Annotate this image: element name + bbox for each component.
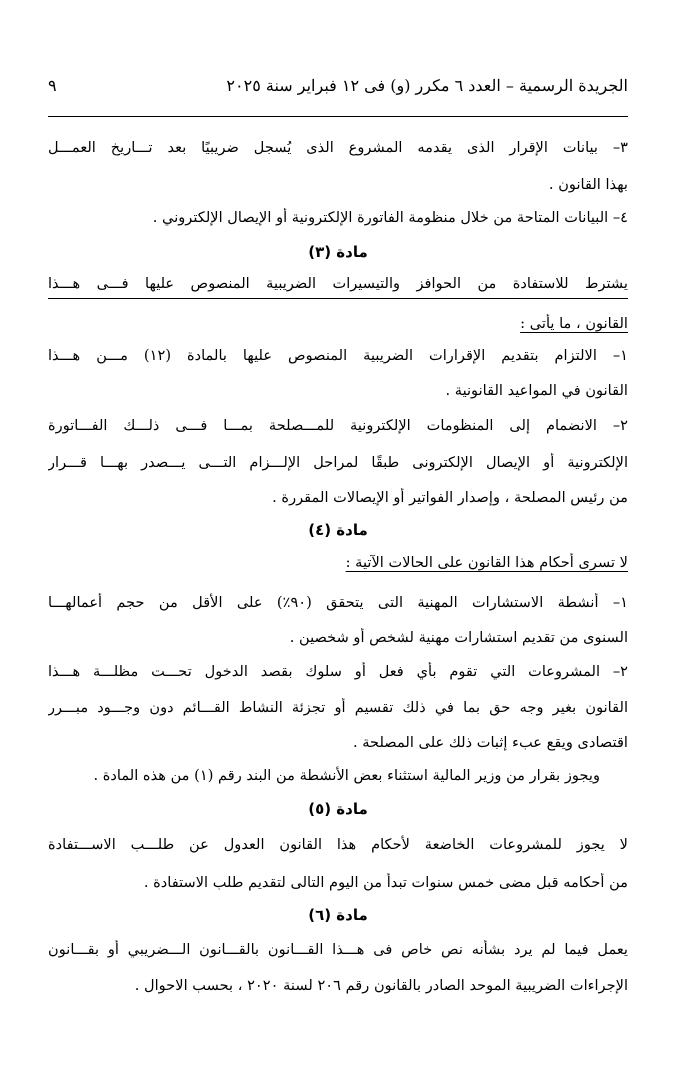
text-line: الإجراءات الضريبية الموحد الصادر بالقانون رقم ٢٠٦ لسنة ٢٠٢٠ ، بحسب الاحوال . [134,977,628,994]
page-header [48,76,628,106]
header-rule [48,116,628,117]
article-heading: مادة (٤) [308,521,368,539]
text-line: يشترط للاستفادة من الحوافز والتيسيرات الضريبية المنصوص عليها فـــى هـــذا [48,274,628,299]
text-line: يعمل فيما لم يرد بشأنه نص خاص فى هـــذا القـــانون بالقـــانون الـــضريبي أو بقـــانون [48,941,628,958]
text-line: ٢– المشروعات التي تقوم بأي فعل أو سلوك بقصد الدخول تحـــت مظلـــة هـــذا [48,663,628,680]
page-number: ٩ [48,76,57,95]
text-line: ١– أنشطة الاستشارات المهنية التى يتحقق (٩٠٪) على الأقل من حجم أعمالهـــا [48,594,628,611]
text-line: ٢– الانضمام إلى المنظومات الإلكترونية للمـــصلحة بمـــا فـــى ذلـــك الفـــاتورة [48,417,628,434]
text-line: ١– الالتزام بتقديم الإقرارات الضريبية المنصوص عليها بالمادة (١٢) مـــن هـــذا [48,347,628,364]
underlined-text: لا تسرى أحكام هذا القانون على الحالات الآتية : [345,554,628,571]
text-line: من رئيس المصلحة ، وإصدار الفواتير أو الإيصالات المقررة . [272,489,628,506]
text-line: القانون في المواعيد القانونية . [445,382,628,399]
text-line: من أحكامه قبل مضى خمس سنوات تبدأ من اليوم التالى لتقديم طلب الاستفادة . [143,874,628,891]
article-heading: مادة (٥) [308,800,368,818]
text-line [48,553,628,573]
gazette-title: الجريدة الرسمية – العدد ٦ مكرر (و) فى ١٢ فبراير سنة ٢٠٢٥ [226,76,628,95]
text-line: الإلكترونية أو الإيصال الإلكترونى طبقًا لمراحل الإلـــزام التـــى يـــصدر بهـــا قـــرار [48,454,628,471]
text-line: ٤– البيانات المتاحة من خلال منظومة الفاتورة الإلكترونية أو الإيصال الإلكتروني . [152,209,628,226]
text-line: ٣– بيانات الإقرار الذى يقدمه المشروع الذى يُسجل ضريبيًا بعد تـــاريخ العمـــل [48,139,628,156]
text-line: القانون بغير وجه حق بما في ذلك تقسيم أو تجزئة النشاط القـــائم دون وجـــود مبـــرر [48,699,628,716]
text-line: اقتصادى ويقع عبء إثبات ذلك على المصلحة . [352,734,628,751]
text-line [48,314,628,334]
text-line: السنوى من تقديم استشارات مهنية لشخص أو شخصين . [289,629,628,646]
text-line: ويجوز بقرار من وزير المالية استثناء بعض الأنشطة من البند رقم (١) من هذه المادة . [93,767,600,784]
article-heading: مادة (٦) [308,906,368,924]
article-heading: مادة (٣) [308,243,368,261]
underlined-text: القانون ، ما يأتى : [520,315,628,332]
text-line: لا يجوز للمشروعات الخاضعة لأحكام هذا القانون العدول عن طلـــب الاســـتفادة [48,836,628,853]
text-line: بهذا القانون . [548,176,628,193]
